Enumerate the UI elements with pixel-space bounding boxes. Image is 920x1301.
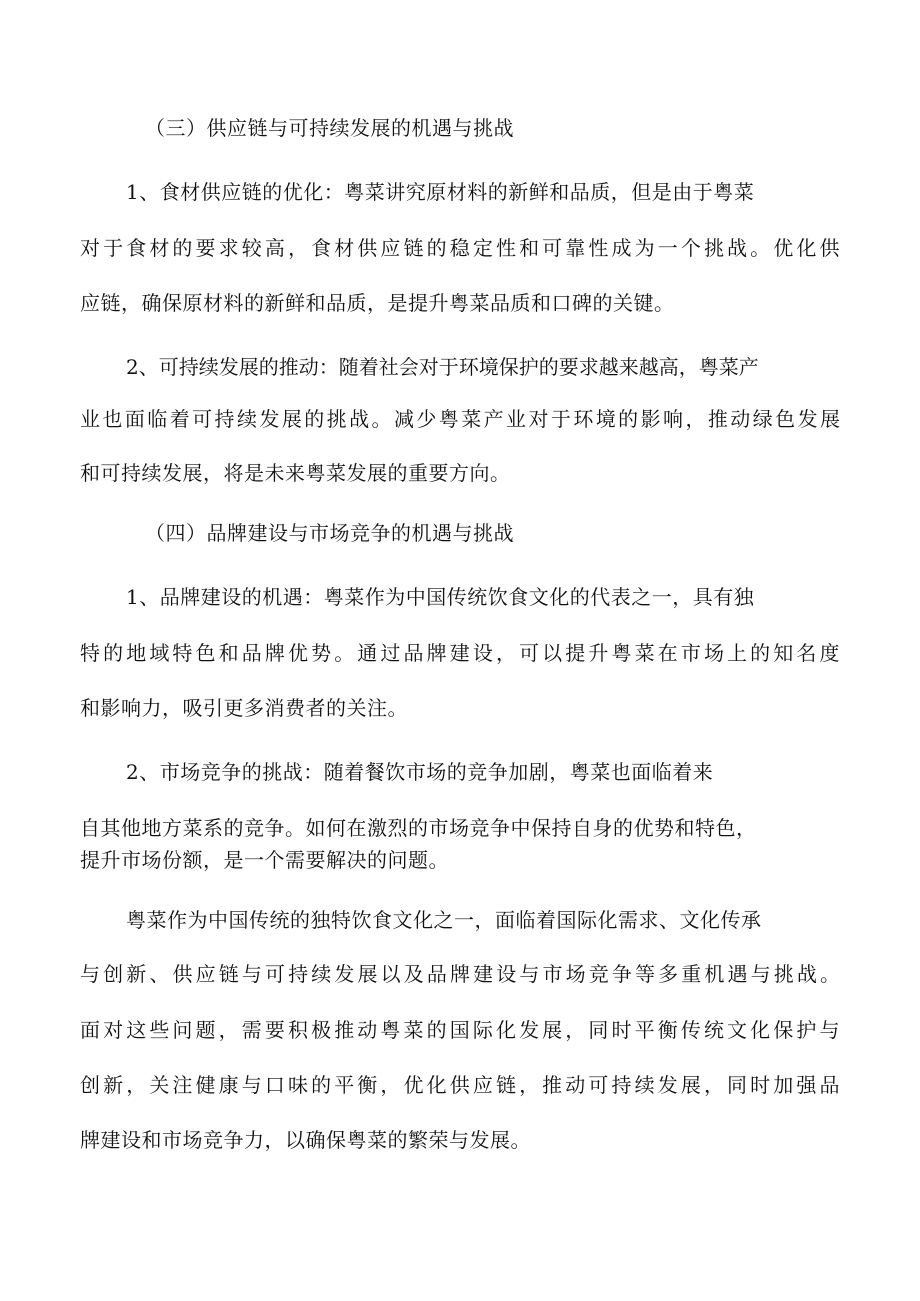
paragraph-line: 创新，关注健康与口味的平衡，优化供应链，推动可持续发展，同时加强品 [80, 1073, 840, 1097]
paragraph-line: 1、品牌建设的机遇：粤菜作为中国传统饮食文化的代表之一，具有独 [126, 585, 755, 609]
paragraph-line: 粤菜作为中国传统的独特饮食文化之一，面临着国际化需求、文化传承 [126, 908, 762, 932]
paragraph-line: 面对这些问题，需要积极推动粤菜的国际化发展，同时平衡传统文化保护与 [80, 1018, 840, 1042]
paragraph-line: 2、市场竞争的挑战：随着餐饮市场的竞争加剧，粤菜也面临着来 [126, 760, 714, 784]
paragraph-line: 与创新、供应链与可持续发展以及品牌建设与市场竞争等多重机遇与挑战。 [80, 962, 840, 986]
paragraph-line: 对于食材的要求较高，食材供应链的稳定性和可靠性成为一个挑战。优化供 [80, 236, 840, 260]
paragraph-line: 业也面临着可持续发展的挑战。减少粤菜产业对于环境的影响，推动绿色发展 [80, 407, 840, 431]
paragraph-line: 应链，确保原材料的新鲜和品质，是提升粤菜品质和口碑的关键。 [80, 291, 675, 315]
paragraph-line: 1、食材供应链的优化：粤菜讲究原材料的新鲜和品质，但是由于粤菜 [126, 180, 755, 204]
section-heading: （四）品牌建设与市场竞争的机遇与挑战 [145, 521, 514, 545]
paragraph-line: 2、可持续发展的推动：随着社会对于环境保护的要求越来越高，粤菜产 [126, 355, 759, 379]
paragraph-line: 特的地域特色和品牌优势。通过品牌建设，可以提升粤菜在市场上的知名度 [80, 641, 840, 665]
paragraph-line: 自其他地方菜系的竞争。如何在激烈的市场竞争中保持自身的优势和特色， [80, 816, 757, 840]
paragraph-line: 提升市场份额，是一个需要解决的问题。 [80, 848, 449, 872]
paragraph-line: 和可持续发展，将是未来粤菜发展的重要方向。 [80, 461, 511, 485]
paragraph-line: 牌建设和市场竞争力，以确保粤菜的繁荣与发展。 [80, 1128, 531, 1152]
paragraph-line: 和影响力，吸引更多消费者的关注。 [80, 696, 408, 720]
section-heading: （三）供应链与可持续发展的机遇与挑战 [145, 116, 514, 140]
